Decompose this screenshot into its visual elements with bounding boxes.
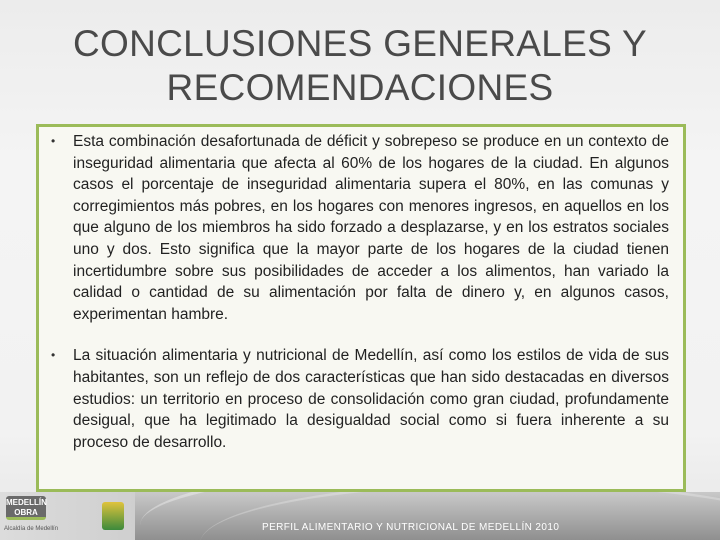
list-item [51, 345, 669, 453]
seal-icon [102, 502, 124, 530]
content-box [36, 124, 686, 492]
medellin-obra-logo-icon [6, 496, 46, 520]
bullet-text: La situación alimentaria y nutricional de Medellín, así como los estilos de vida de sus habitantes, son un reflejo de dos características que han sido destacadas en diversos estudios: un territorio en proceso de consolidación como gran ciudad, profundamente desigual, que ha legitimado la desigualdad social como si fuera inherente a su proceso de desarrollo. [73, 347, 669, 451]
logo-line-1: MEDELLÍN [6, 498, 47, 507]
bullet-icon: • [51, 134, 56, 148]
footer-caption: PERFIL ALIMENTARIO Y NUTRICIONAL DE MEDELLÍN 2010 [262, 522, 560, 533]
logo-line-2: OBRA [14, 508, 38, 517]
logo-caption: Alcaldía de Medellín [4, 526, 59, 532]
title-line-1: CONCLUSIONES GENERALES Y [72, 23, 647, 64]
page-title [0, 22, 720, 110]
logo [0, 492, 135, 540]
bullet-icon: • [51, 348, 56, 363]
title-line-2: RECOMENDACIONES [166, 67, 554, 108]
bullet-text: Esta combinación desafortunada de déficit y sobrepeso se produce en un contexto de inseguridad alimentaria que afecta al 60% de los hogares de la ciudad. En algunos casos el porcentaje de inseguridad alimentaria supera el 80%, en las comunas y corregimientos más pobres, en los hogares con menores ingresos, en aquellos en los que alguno de los miembros ha sido forzado a desplazarse, y en los estratos sociales uno y dos. Esto significa que la mayor parte de los hogares de la ciudad tienen incertidumbre sobre sus posibilidades de acceder a los alimentos, han variado la calidad o cantidad de su alimentación por falta de dinero y, en algunos casos, experimentan hambre. [73, 133, 669, 323]
list-item [51, 131, 669, 325]
